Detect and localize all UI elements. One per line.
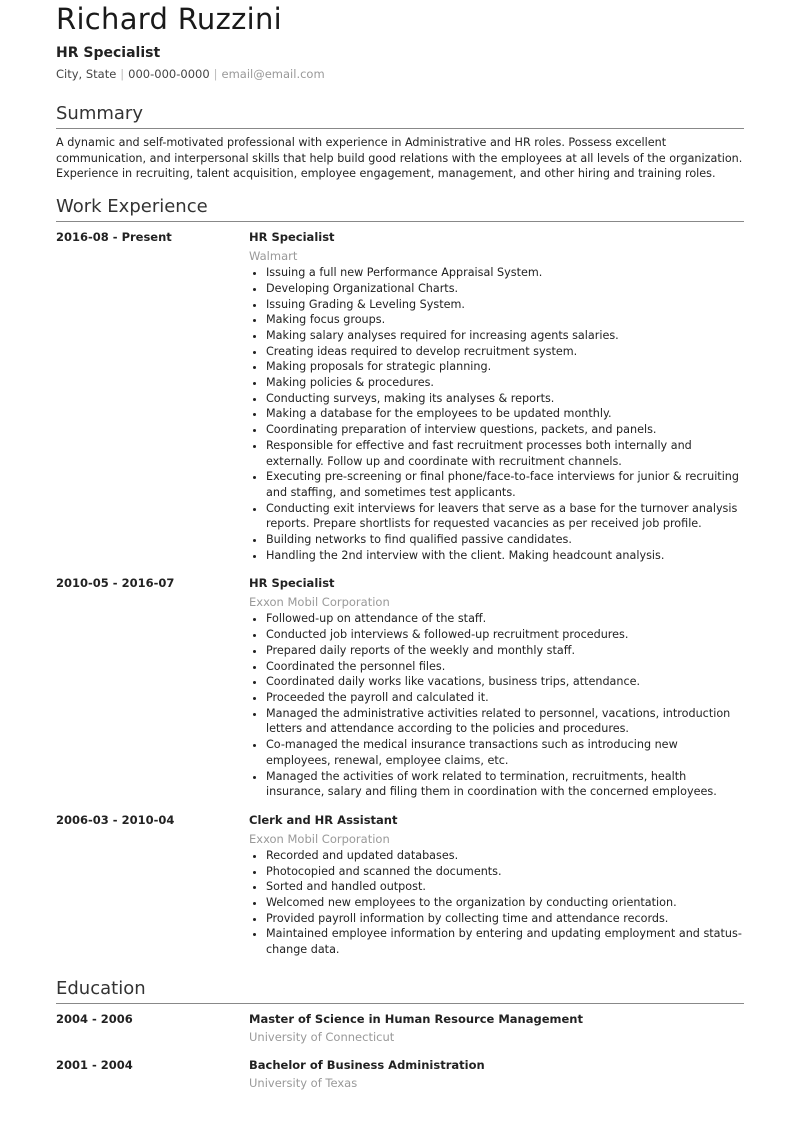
work-entry-bullets xyxy=(249,848,744,958)
work-bullet-item: • Photocopied and scanned the documents. xyxy=(266,864,744,880)
education-entry xyxy=(56,1057,744,1091)
summary-text: A dynamic and self-motivated professional with experience in Administrative and HR roles. Possess excellent communication, and interpersonal skills that help build good relations with the employees at all levels of the organization. Experience in recruiting, talent acquisition, employee engagement, management, and other hiring and training roles. xyxy=(56,136,743,181)
education-entry-dates: 2004 - 2006 xyxy=(56,1011,133,1026)
work-entry xyxy=(56,229,744,563)
contact-line xyxy=(56,66,744,82)
work-entry-body xyxy=(249,575,744,799)
work-entry-employer: Walmart xyxy=(249,249,298,264)
work-entry-title: Clerk and HR Assistant xyxy=(249,812,398,827)
work-bullet-item: • Issuing a full new Performance Appraisal System. xyxy=(266,265,744,281)
work-experience-heading: Work Experience xyxy=(56,195,744,222)
education-degree: Master of Science in Human Resource Management xyxy=(249,1011,583,1026)
work-entry-body xyxy=(249,229,744,563)
work-bullet-item: • Coordinated daily works like vacations, business trips, attendance. xyxy=(266,674,744,690)
work-bullet-item: • Conducted job interviews & followed-up recruitment procedures. xyxy=(266,627,744,643)
work-entry-body xyxy=(249,812,744,958)
education-school: University of Connecticut xyxy=(249,1029,395,1044)
work-bullet-item: • Creating ideas required to develop recruitment system. xyxy=(266,344,744,360)
work-bullet-item: • Making focus groups. xyxy=(266,312,744,328)
education-entry-dates: 2001 - 2004 xyxy=(56,1057,133,1072)
phone-text: 000-000-0000 xyxy=(128,67,210,81)
work-entry-title: HR Specialist xyxy=(249,576,335,591)
candidate-name: Richard Ruzzini xyxy=(56,2,283,36)
work-entry-bullets xyxy=(249,611,744,799)
education-school: University of Texas xyxy=(249,1075,358,1090)
work-bullet-item: • Making proposals for strategic planning. xyxy=(266,359,744,375)
work-bullet-item: • Developing Organizational Charts. xyxy=(266,281,744,297)
work-bullet-item: • Recorded and updated databases. xyxy=(266,848,744,864)
work-bullet-item: • Responsible for effective and fast recruitment processes both internally and externally. Follow up and coordinate with recruitment channels. xyxy=(266,438,744,469)
education-degree: Bachelor of Business Administration xyxy=(249,1057,485,1072)
work-bullet-item: • Handling the 2nd interview with the client. Making headcount analysis. xyxy=(266,548,744,564)
work-bullet-item: • Issuing Grading & Leveling System. xyxy=(266,297,744,313)
work-bullet-item: • Making a database for the employees to be updated monthly. xyxy=(266,406,744,422)
work-bullet-item: • Making salary analyses required for increasing agents salaries. xyxy=(266,328,744,344)
contact-separator: | xyxy=(120,67,125,81)
work-bullet-item: • Co-managed the medical insurance transactions such as introducing new employees, renewal, employee claims, etc. xyxy=(266,737,744,768)
work-bullet-item: • Proceeded the payroll and calculated it. xyxy=(266,690,744,706)
education-heading: Education xyxy=(56,977,744,1004)
education-entry-body xyxy=(249,1057,744,1091)
work-bullet-item: • Sorted and handled outpost. xyxy=(266,879,744,895)
email-link[interactable]: email@email.com xyxy=(221,67,325,81)
work-bullet-item: • Managed the activities of work related to termination, recruitments, health insurance, salary and filing them in coordination with the concerned employees. xyxy=(266,769,744,800)
work-bullet-item: • Conducting surveys, making its analyses & reports. xyxy=(266,391,744,407)
candidate-title: HR Specialist xyxy=(56,45,161,61)
work-entry-employer: Exxon Mobil Corporation xyxy=(249,595,390,610)
work-bullet-item: • Making policies & procedures. xyxy=(266,375,744,391)
contact-separator: | xyxy=(213,67,218,81)
education-entry-body xyxy=(249,1011,744,1045)
work-entry xyxy=(56,575,744,799)
work-experience-list xyxy=(56,229,744,958)
education-entry xyxy=(56,1011,744,1045)
work-bullet-item: • Maintained employee information by entering and updating employment and status-change data. xyxy=(266,926,744,957)
work-entry-dates: 2010-05 - 2016-07 xyxy=(56,576,175,591)
work-entry-bullets xyxy=(249,265,744,563)
work-bullet-item: • Provided payroll information by collecting time and attendance records. xyxy=(266,911,744,927)
work-bullet-item: • Prepared daily reports of the weekly and monthly staff. xyxy=(266,643,744,659)
work-bullet-item: • Coordinating preparation of interview questions, packets, and panels. xyxy=(266,422,744,438)
work-entry-employer: Exxon Mobil Corporation xyxy=(249,831,390,846)
work-entry-dates: 2016-08 - Present xyxy=(56,230,172,245)
work-bullet-item: • Welcomed new employees to the organization by conducting orientation. xyxy=(266,895,744,911)
work-bullet-item: • Followed-up on attendance of the staff. xyxy=(266,611,744,627)
work-bullet-item: • Building networks to find qualified passive candidates. xyxy=(266,532,744,548)
work-bullet-item: • Executing pre-screening or final phone/face-to-face interviews for junior & recruiting and staffing, and sometimes test applicants. xyxy=(266,469,744,500)
work-bullet-item: • Coordinated the personnel files. xyxy=(266,659,744,675)
work-entry-dates: 2006-03 - 2010-04 xyxy=(56,812,175,827)
education-list xyxy=(56,1011,744,1091)
resume-page xyxy=(56,0,744,1091)
work-bullet-item: • Conducting exit interviews for leavers that serve as a base for the turnover analysis reports. Prepare shortlists for requested vacancies as per received job profile. xyxy=(266,501,744,532)
work-bullet-item: • Managed the administrative activities related to personnel, vacations, introduction letters and attendance according to the policies and procedures. xyxy=(266,706,744,737)
work-entry xyxy=(56,812,744,958)
location-text: City, State xyxy=(56,67,117,81)
summary-heading: Summary xyxy=(56,102,744,129)
work-entry-title: HR Specialist xyxy=(249,230,335,245)
